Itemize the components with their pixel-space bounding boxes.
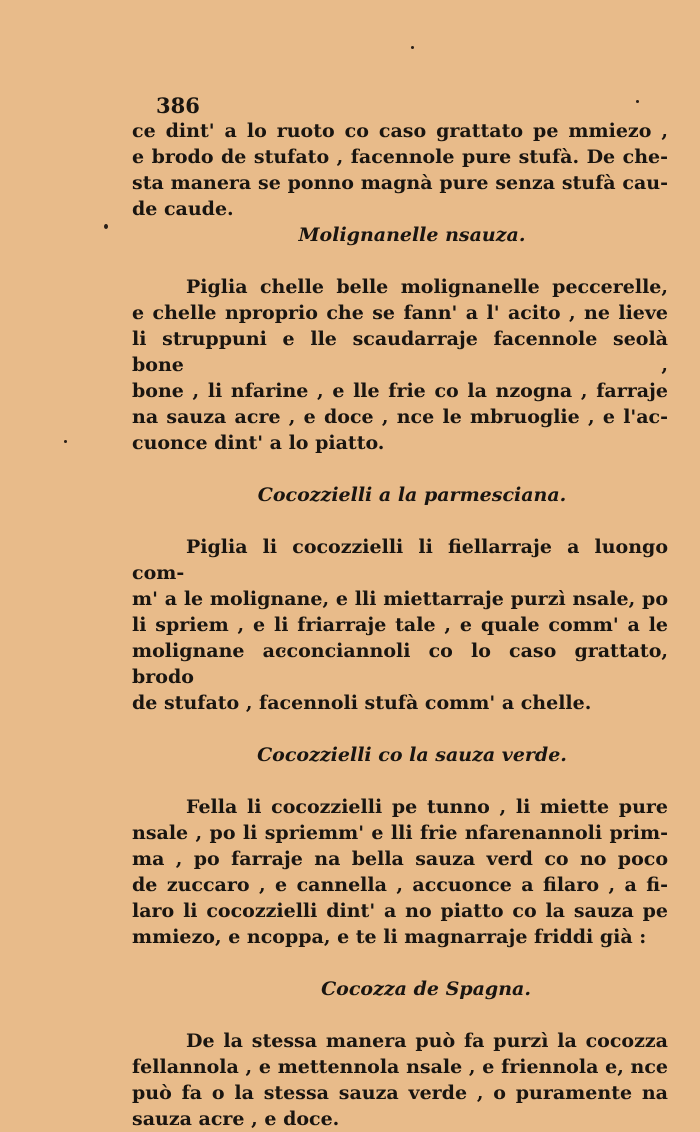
text-line: bone , li nfarine , e lle frie co la nzogna , farraje — [132, 380, 668, 402]
text-line: cuonce dint' a lo piatto. — [132, 432, 385, 454]
page-number: 386 — [156, 93, 200, 118]
text-line: de stufato , facennoli stufà comm' a chelle. — [132, 692, 592, 714]
text-line: De la stessa manera può fa purzì la cocozza — [186, 1030, 668, 1052]
section-heading-cocozzielli-parmesciana: Cocozzielli a la parmesciana. — [257, 484, 567, 506]
section-body-molignanelle — [132, 274, 668, 456]
text-line: fellannola , e mettennola nsale , e friennola e, nce — [132, 1056, 668, 1078]
text-line: nsale , po li spriemm' e lli frie nfarenannoli prim- — [132, 822, 668, 844]
text-line: de caude. — [132, 198, 234, 220]
section-body-cocozzielli-sauza-verde — [132, 794, 668, 950]
section-body-cocozza-spagna — [132, 1028, 668, 1132]
ink-speck — [411, 46, 414, 49]
text-line: molignane acconciannoli co lo caso grattato, brodo — [132, 640, 668, 688]
section-heading-cocozzielli-sauza-verde: Cocozzielli co la sauza verde. — [257, 744, 567, 766]
text-line: Fella li cocozzielli pe tunno , li miette pure — [186, 796, 668, 818]
text-line: Piglia chelle belle molignanelle peccerelle, — [186, 276, 668, 298]
book-page — [132, 94, 668, 1132]
ink-speck — [64, 440, 67, 443]
text-line: può fa o la stessa sauza verde , o puramente na — [132, 1082, 668, 1104]
text-line: e brodo de stufato , facennole pure stufà. De che- — [132, 146, 668, 168]
section-body-cocozzielli-parmesciana — [132, 534, 668, 716]
text-line: Piglia li cocozzielli li fiellarraje a luongo com- — [132, 536, 668, 584]
text-line: na sauza acre , e doce , nce le mbruoglie , e l'ac- — [132, 406, 668, 428]
text-line: ma , po farraje na bella sauza verd co no poco — [132, 848, 668, 870]
text-line: e chelle nproprio che se fann' a l' acito , ne lieve — [132, 302, 668, 324]
text-line: mmiezo, e ncoppa, e te li magnarraje friddi già : — [132, 926, 647, 948]
section-heading-cocozza-spagna: Cocozza de Spagna. — [321, 978, 531, 1000]
section-heading-molignanelle: Molignanelle nsauza. — [298, 224, 526, 246]
text-line: ce dint' a lo ruoto co caso grattato pe mmiezo , — [132, 120, 668, 142]
intro-paragraph — [132, 118, 668, 222]
ink-speck — [104, 224, 108, 229]
text-line: li spriem , e li friarraje tale , e quale comm' a le — [132, 614, 668, 636]
text-line: li struppuni e lle scaudarraje facennole seolà bone , — [132, 328, 668, 376]
text-line: de zuccaro , e cannella , accuonce a filaro , a fi- — [132, 874, 668, 896]
text-line: sauza acre , e doce. — [132, 1108, 340, 1130]
text-line: laro li cocozzielli dint' a no piatto co la sauza pe — [132, 900, 668, 922]
text-line: m' a le molignane, e lli miettarraje purzì nsale, po — [132, 588, 668, 610]
text-line: sta manera se ponno magnà pure senza stufà cau- — [132, 172, 668, 194]
